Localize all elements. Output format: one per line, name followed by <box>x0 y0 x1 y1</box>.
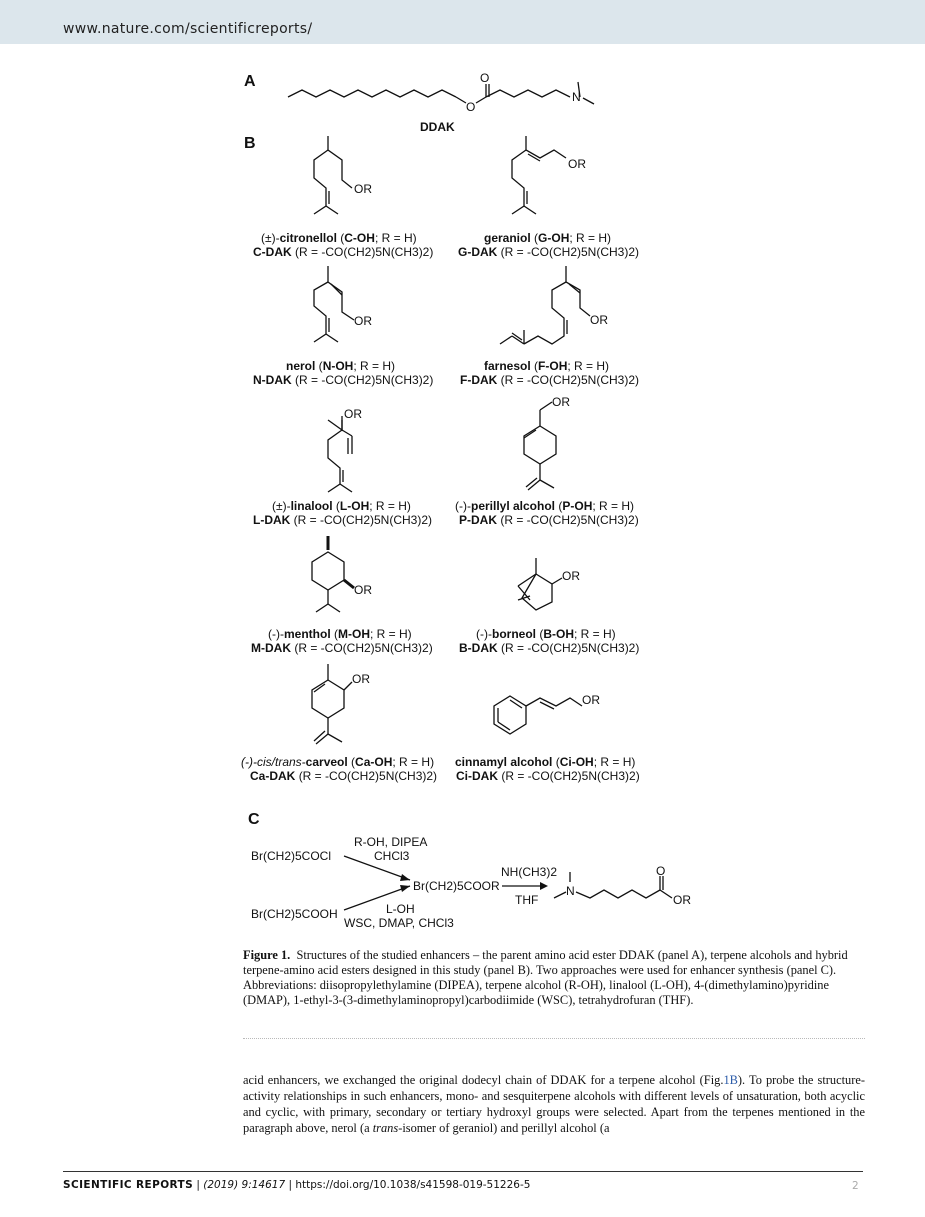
label-cinnamyl: cinnamyl alcohol (Ci-OH; R = H) <box>455 755 636 769</box>
atom-or-perillyl: OR <box>552 395 570 409</box>
atom-or-product: OR <box>673 893 691 907</box>
label-ca-dak: Ca-DAK (R = -CO(CH2)5N(CH3)2) <box>250 769 438 783</box>
label-borneol: (-)-borneol (B-OH; R = H) <box>476 627 616 641</box>
footer-journal: SCIENTIFIC REPORTS <box>63 1179 194 1191</box>
conditions-3-top: NH(CH3)2 <box>501 865 558 879</box>
intermediate-ester: Br(CH2)5COOR <box>413 879 500 893</box>
compound-labels <box>241 231 640 783</box>
body-text-2: ). To probe the structure-activity relationships in such enhancers, mono- and sesquiterpene alcohols with different levels of unsaturation, both acyclic and cyclic, with primary, secondary or tertiary hydroxyl groups were selected. Apart from the terpenes mentioned in the paragraph above, nerol (a <box>243 1073 865 1135</box>
body-paragraph <box>243 1072 865 1136</box>
caption-text: Structures of the studied enhancers – the parent amino acid ester DDAK (panel A), terpene alcohols and hybrid terpene-amino acid esters designed in this study (panel B). Two approaches were used for enhancer synthesis (panel C). Abbreviations: diisopropylethylamine (DIPEA), terpene alcohol (R-OH), linalool (L-OH), 4-(dimethylamino)pyridine (DMAP), 1-ethyl-3-(3-dimethylaminopropyl)carbodiimide (WSC), tetrahydrofuran (THF). <box>243 948 848 1007</box>
caption-divider <box>243 1038 865 1039</box>
panel-label-b: B <box>244 135 256 152</box>
label-b-dak: B-DAK (R = -CO(CH2)5N(CH3)2) <box>459 641 640 655</box>
label-farnesol: farnesol (F-OH; R = H) <box>484 359 610 373</box>
structure-borneol <box>518 558 580 610</box>
label-ci-dak: Ci-DAK (R = -CO(CH2)5N(CH3)2) <box>456 769 640 783</box>
reagent-acid: Br(CH2)5COOH <box>251 907 338 921</box>
structure-linalool <box>328 407 362 492</box>
structure-cinnamyl <box>494 693 600 734</box>
atom-n-product: N <box>566 884 575 898</box>
atom-or-linalool: OR <box>344 407 362 421</box>
figure-link-1b[interactable]: 1B <box>723 1073 738 1087</box>
conditions-2-bottom: WSC, DMAP, CHCl3 <box>344 916 454 930</box>
page-footer <box>63 1179 530 1191</box>
atom-or-farnesol: OR <box>590 313 608 327</box>
structure-nerol <box>314 266 372 342</box>
body-text-3: -isomer of geraniol) and perillyl alcohol (a <box>398 1121 610 1135</box>
footer-doi-link[interactable]: | https://doi.org/10.1038/s41598-019-51226-5 <box>285 1179 531 1191</box>
label-l-dak: L-DAK (R = -CO(CH2)5N(CH3)2) <box>253 513 433 527</box>
synthesis-scheme <box>251 835 691 930</box>
body-italic-trans: trans <box>372 1121 399 1135</box>
atom-or-menthol: OR <box>354 583 372 597</box>
label-linalool: (±)-linalool (L-OH; R = H) <box>272 499 411 513</box>
caption-label: Figure 1. <box>243 948 291 962</box>
structure-geraniol <box>512 136 586 214</box>
label-geraniol: geraniol (G-OH; R = H) <box>484 231 612 245</box>
panel-label-c: C <box>248 811 260 828</box>
body-text-1: acid enhancers, we exchanged the original dodecyl chain of DDAK for a terpene alcohol (Fig. <box>243 1073 724 1087</box>
footer-issue: (2019) 9:14617 <box>203 1179 286 1191</box>
conditions-1-top: R-OH, DIPEA <box>354 835 428 849</box>
reagent-acyl-chloride: Br(CH2)5COCl <box>251 849 332 863</box>
structure-perillyl <box>524 395 570 490</box>
ddak-label: DDAK <box>420 120 455 134</box>
label-carveol: (-)-cis/trans-carveol (Ca-OH; R = H) <box>241 755 435 769</box>
label-n-dak: N-DAK (R = -CO(CH2)5N(CH3)2) <box>253 373 434 387</box>
atom-o-product: O <box>656 864 666 878</box>
atom-or-nerol: OR <box>354 314 372 328</box>
page-number: 2 <box>852 1180 859 1192</box>
structure-citronellol <box>314 136 372 214</box>
atom-or-cinnamyl: OR <box>582 693 600 707</box>
label-p-dak: P-DAK (R = -CO(CH2)5N(CH3)2) <box>459 513 639 527</box>
label-citronellol: (±)-citronellol (C-OH; R = H) <box>261 231 417 245</box>
label-g-dak: G-DAK (R = -CO(CH2)5N(CH3)2) <box>458 245 640 259</box>
label-m-dak: M-DAK (R = -CO(CH2)5N(CH3)2) <box>251 641 433 655</box>
label-f-dak: F-DAK (R = -CO(CH2)5N(CH3)2) <box>460 373 640 387</box>
conditions-1-bottom: CHCl3 <box>374 849 410 863</box>
structure-farnesol <box>500 266 608 344</box>
atom-or-geraniol: OR <box>568 157 586 171</box>
atom-o-carbonyl: O <box>480 71 490 85</box>
label-perillyl: (-)-perillyl alcohol (P-OH; R = H) <box>455 499 635 513</box>
conditions-3-bottom: THF <box>515 893 539 907</box>
figure-caption <box>243 948 865 1008</box>
label-menthol: (-)-menthol (M-OH; R = H) <box>268 627 412 641</box>
panel-label-a: A <box>244 73 256 90</box>
footer-divider <box>63 1171 863 1172</box>
structure-menthol <box>312 536 372 612</box>
atom-o-ester: O <box>466 100 476 114</box>
atom-or-citronellol: OR <box>354 182 372 196</box>
ddak-structure <box>288 71 594 114</box>
atom-or-borneol: OR <box>562 569 580 583</box>
atom-or-carveol: OR <box>352 672 370 686</box>
label-c-dak: C-DAK (R = -CO(CH2)5N(CH3)2) <box>253 245 434 259</box>
structure-carveol <box>312 664 370 744</box>
label-nerol: nerol (N-OH; R = H) <box>286 359 396 373</box>
atom-n: N <box>572 90 581 104</box>
conditions-2-top: L-OH <box>386 902 415 916</box>
footer-sep: | <box>193 1179 204 1191</box>
site-url-link[interactable]: www.nature.com/scientificreports/ <box>63 21 313 37</box>
